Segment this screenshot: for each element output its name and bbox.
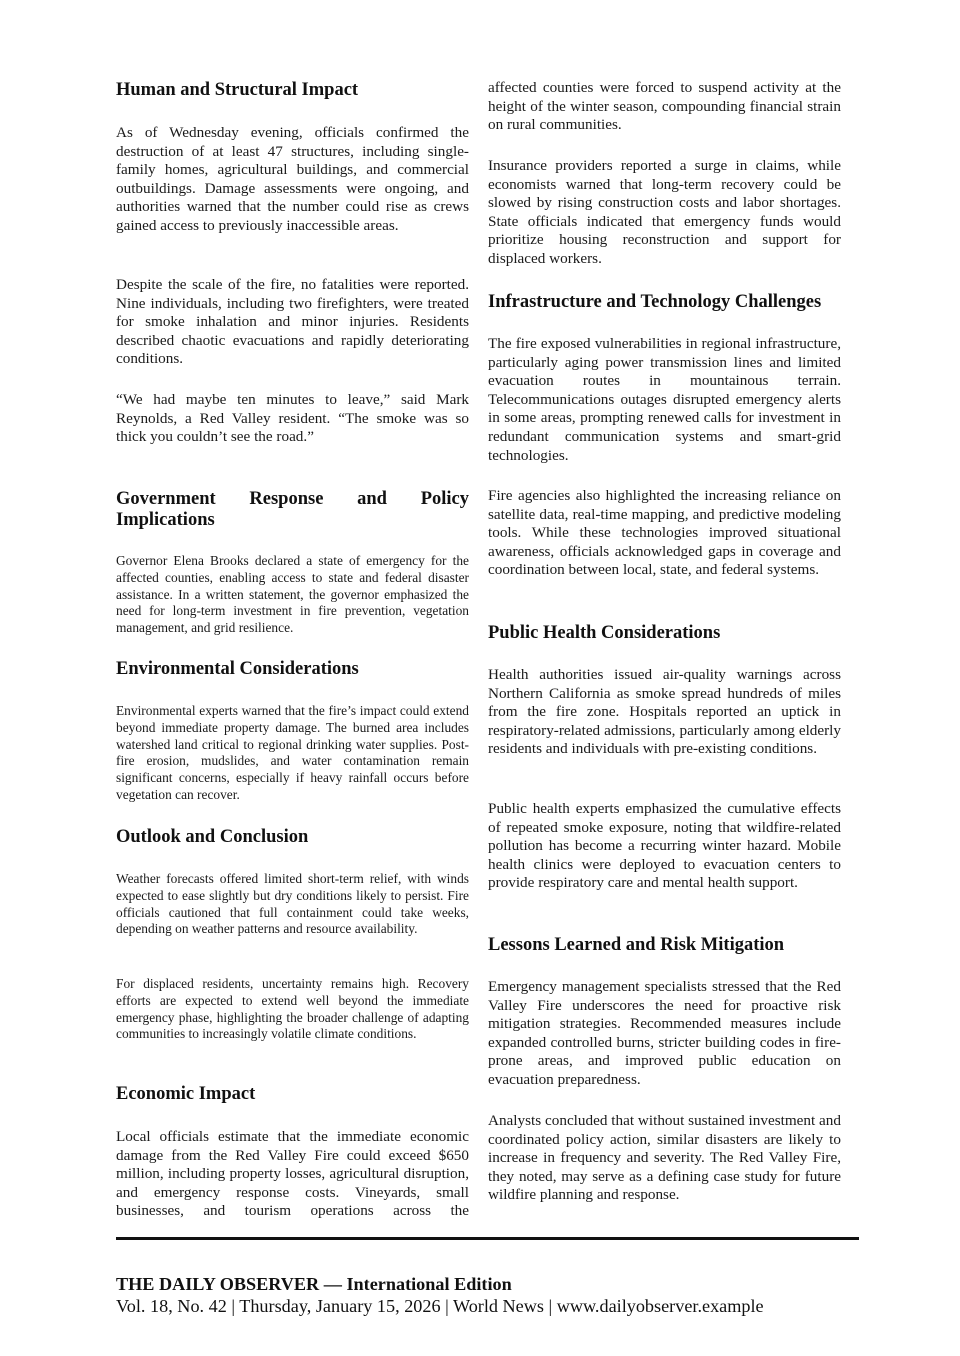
paragraph: Governor Elena Brooks declared a state of emergency for the affected counties, enabling access to state and federal disaster assistance. In a written statement, the governor emphasized the need for long-term investment in fire prevention, vegetation management, and grid resilience. [116, 553, 469, 636]
paragraph: Public health experts emphasized the cumulative effects of repeated smoke exposure, noting that wildfire-related pollution has become a recurring winter hazard. Mobile health clinics were deployed to evacuation centers to provide respiratory care and mental health support. [488, 800, 841, 892]
paragraph: Insurance providers reported a surge in claims, while economists warned that long-term recovery could be slowed by rising construction costs and labor shortages. State officials indicated that emergency funds would prioritize housing reconstruction and support for displaced workers. [488, 157, 841, 267]
paragraph: For displaced residents, uncertainty remains high. Recovery efforts are expected to extend well beyond the immediate emergency phase, highlighting the broader challenge of adapting communities to increasingly volatile climate conditions. [116, 976, 469, 1042]
paragraph: As of Wednesday evening, officials confirmed the destruction of at least 47 structures, including single-family homes, agricultural buildings, and commercial outbuildings. Damage assessments were ongoing, and authorities warned that the number could rise as crews gained access to previously inaccessible areas. [116, 124, 469, 234]
section-heading-lessons-learned: Lessons Learned and Risk Mitigation [488, 935, 785, 955]
section-heading-human-structural-impact: Human and Structural Impact [116, 80, 359, 100]
paragraph: Health authorities issued air-quality warnings across Northern California as smoke spread hundreds of miles from the fire zone. Hospitals reported an uptick in respiratory-related admissions, particularly among elderly residents and individuals with pre-existing conditions. [488, 666, 841, 758]
paragraph: Fire agencies also highlighted the increasing reliance on satellite data, real-time mapping, and predictive modeling tools. While these technologies improved situational awareness, officials acknowledged gaps in coverage and coordination between local, state, and federal systems. [488, 487, 841, 579]
publication-title: THE DAILY OBSERVER — International Edition [116, 1274, 512, 1294]
paragraph: Weather forecasts offered limited short-term relief, with winds expected to ease slightly but dry conditions likely to persist. Fire officials cautioned that full containment could take weeks, depending on weather patterns and resource availability. [116, 871, 469, 937]
section-heading-outlook-conclusion: Outlook and Conclusion [116, 827, 309, 847]
paragraph: The fire exposed vulnerabilities in regional infrastructure, particularly aging power transmission lines and limited evacuation routes in mountainous terrain. Telecommunications outages disrupted emergency alerts in some areas, prompting renewed calls for investment in redundant communication systems and smart-grid technologies. [488, 335, 841, 464]
section-heading-infrastructure-technology: Infrastructure and Technology Challenges [488, 292, 822, 312]
paragraph: Despite the scale of the fire, no fatalities were reported. Nine individuals, including two firefighters, were treated for smoke inhalation and minor injuries. Residents described chaotic evacuations and rapidly deteriorating conditions. [116, 276, 469, 368]
section-heading-environmental-considerations: Environmental Considerations [116, 659, 359, 679]
continued-paragraph: affected counties were forced to suspend activity at the height of the winter season, compounding financial strain on rural communities. [488, 79, 841, 134]
paragraph: Emergency management specialists stressed that the Red Valley Fire underscores the need for proactive risk mitigation strategies. Recommended measures include expanded controlled burns, stricter building codes in fire-prone areas, and improved public education on evacuation preparedness. [488, 978, 841, 1088]
section-heading-government-response: Government Response and Policy Implications [116, 489, 469, 530]
paragraph: Environmental experts warned that the fire’s impact could extend beyond immediate property damage. The burned area includes watershed land critical to regional drinking water supplies. Post-fire erosion, mudslides, and water contamination remain significant concerns, especially if heavy rainfall occurs before vegetation can recover. [116, 703, 469, 802]
section-heading-public-health: Public Health Considerations [488, 623, 721, 643]
paragraph: Analysts concluded that without sustained investment and coordinated policy action, similar disasters are likely to increase in frequency and severity. The Red Valley Fire, they noted, may serve as a defining case study for future wildfire planning and response. [488, 1112, 841, 1204]
quote-paragraph: “We had maybe ten minutes to leave,” said Mark Reynolds, a Red Valley resident. “The smoke was so thick you couldn’t see the road.” [116, 391, 469, 446]
publication-meta: Vol. 18, No. 42 | Thursday, January 15, 2026 | World News | www.dailyobserver.example [116, 1296, 764, 1316]
footer-divider [116, 1237, 859, 1240]
paragraph: Local officials estimate that the immediate economic damage from the Red Valley Fire could exceed $650 million, including property losses, agricultural disruption, and emergency response costs. Vineyards, small businesses, and tourism operations across the [116, 1128, 469, 1220]
footer [116, 1273, 876, 1317]
section-heading-economic-impact: Economic Impact [116, 1084, 256, 1104]
